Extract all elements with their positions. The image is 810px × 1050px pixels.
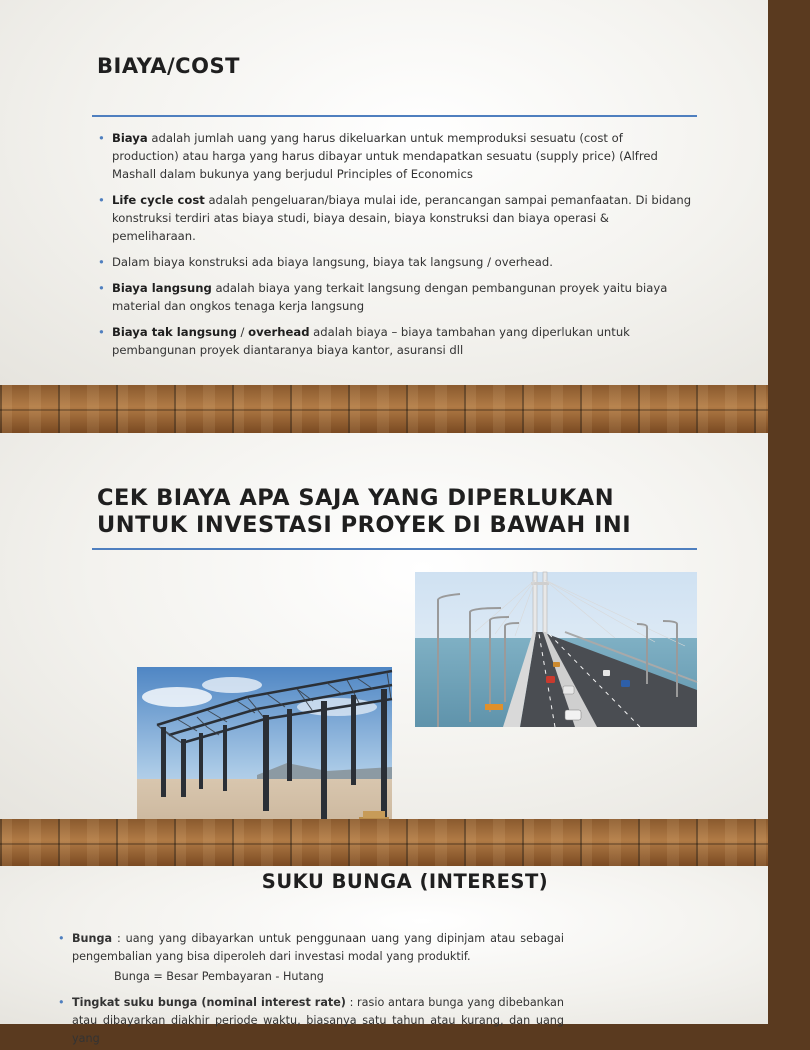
slide-title: BIAYA/COST	[97, 54, 240, 78]
wood-floor-divider	[0, 385, 768, 433]
title-line-1: CEK BIAYA APA SAJA YANG DIPERLUKAN	[97, 485, 615, 511]
slide-suku-bunga	[0, 866, 768, 1045]
title-divider	[92, 548, 697, 550]
slide-title: SUKU BUNGA (INTEREST)	[261, 870, 549, 893]
list-item: • Biaya tak langsung / overhead adalah biaya – biaya tambahan yang diperlukan untuk pembangunan proyek diantaranya biaya kantor, asuransi dll	[98, 323, 692, 359]
list-item: • Life cycle cost adalah pengeluaran/biaya mulai ide, perancangan sampai pemanfaatan. Di bidang konstruksi terdiri atas biaya studi, biaya desain, biaya konstruksi dan biaya operasi & pemeliharaan.	[98, 191, 692, 245]
title-line-2: UNTUK INVESTASI PROYEK DI BAWAH INI	[97, 512, 632, 538]
formula-text: Bunga = Besar Pembayaran - Hutang	[114, 970, 324, 983]
bullet-list	[98, 129, 692, 367]
slide-biaya-cost	[0, 0, 768, 385]
title-divider	[92, 115, 697, 117]
list-item: • Biaya adalah jumlah uang yang harus dikeluarkan untuk memproduksi sesuatu (cost of production) atau harga yang harus dibayar untuk mendapatkan sesuatu (supply price) (Alfred Mashall dalam bukunya yang berjudul Principles of Economics	[98, 129, 692, 183]
bridge-photo	[415, 572, 697, 727]
slide-cek-biaya	[0, 433, 768, 819]
list-item: • Bunga : uang yang dibayarkan untuk penggunaan uang yang dipinjam atau sebagai pengembalian yang bisa diperoleh dari investasi modal yang produktif.	[58, 930, 564, 966]
steel-frame-photo	[137, 667, 392, 837]
wood-floor-divider	[0, 819, 768, 866]
list-item: • Tingkat suku bunga (nominal interest rate) : rasio antara bunga yang dibebankan atau dibayarkan diakhir periode waktu, biasanya satu tahun atau kurang, dan uang yang	[58, 994, 564, 1048]
list-item: • Biaya langsung adalah biaya yang terkait langsung dengan pembangunan proyek yaitu biaya material dan ongkos tenaga kerja langsung	[98, 279, 692, 315]
slide-title	[97, 485, 631, 539]
list-item: • Dalam biaya konstruksi ada biaya langsung, biaya tak langsung / overhead.	[98, 253, 692, 271]
bullet-list	[58, 930, 564, 1050]
